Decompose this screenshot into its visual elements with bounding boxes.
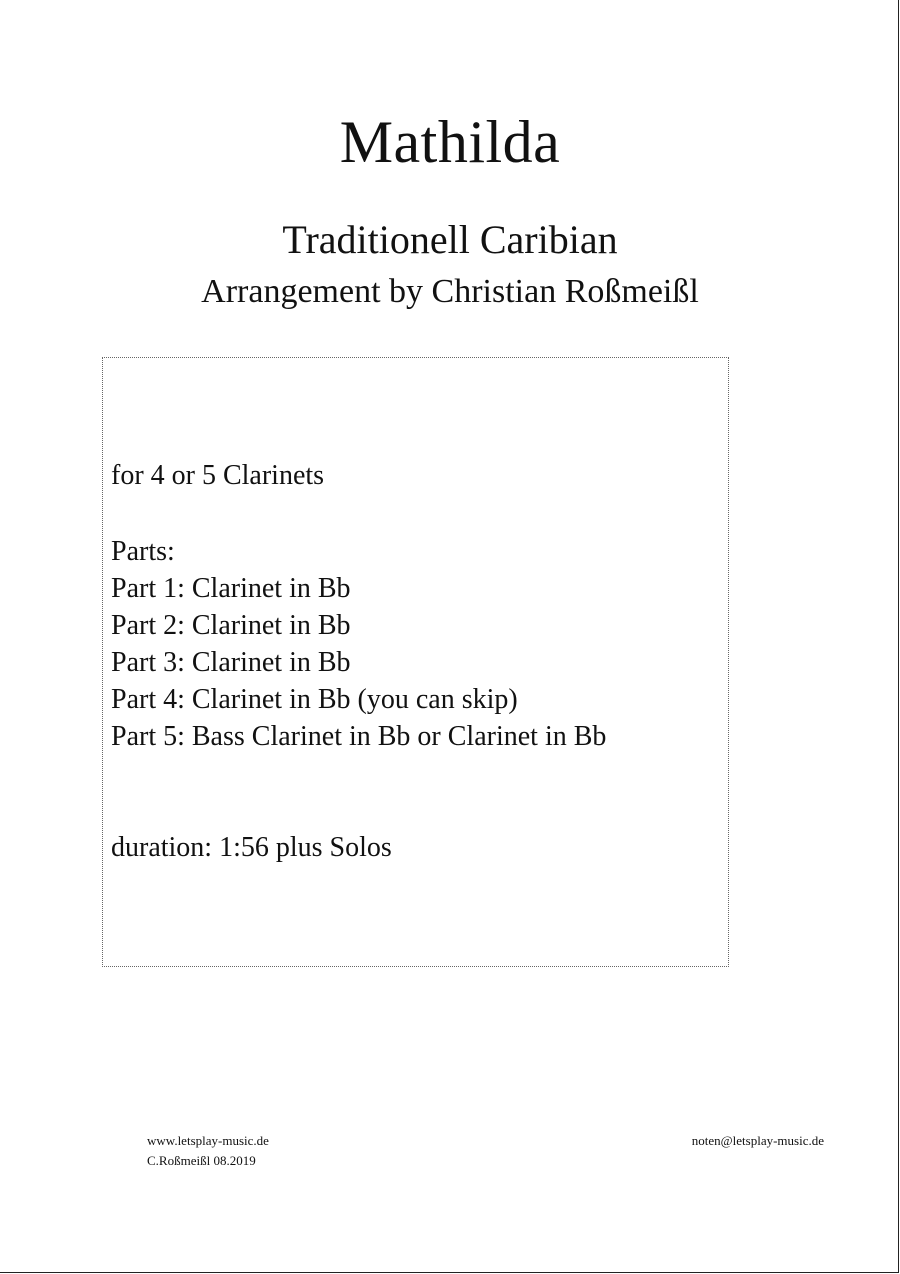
- part-item: Part 5: Bass Clarinet in Bb or Clarinet in Bb: [111, 721, 607, 752]
- part-item: Part 4: Clarinet in Bb (you can skip): [111, 684, 518, 715]
- part-item: Part 1: Clarinet in Bb: [111, 573, 351, 604]
- copyright-text: C.Roßmeißl 08.2019: [147, 1153, 256, 1168]
- website-link[interactable]: www.letsplay-music.de: [147, 1133, 269, 1148]
- instrumentation-text: for 4 or 5 Clarinets: [111, 460, 325, 491]
- page-title: Mathilda: [339, 109, 561, 175]
- arranger-credit: Arrangement by Christian Roßmeißl: [201, 273, 699, 310]
- email-link[interactable]: noten@letsplay-music.de: [691, 1133, 824, 1148]
- parts-heading: Parts:: [111, 536, 175, 567]
- part-item: Part 3: Clarinet in Bb: [111, 647, 351, 678]
- subtitle: Traditionell Caribian: [282, 217, 618, 262]
- part-item: Part 2: Clarinet in Bb: [111, 610, 351, 641]
- duration-text: duration: 1:56 plus Solos: [111, 832, 392, 863]
